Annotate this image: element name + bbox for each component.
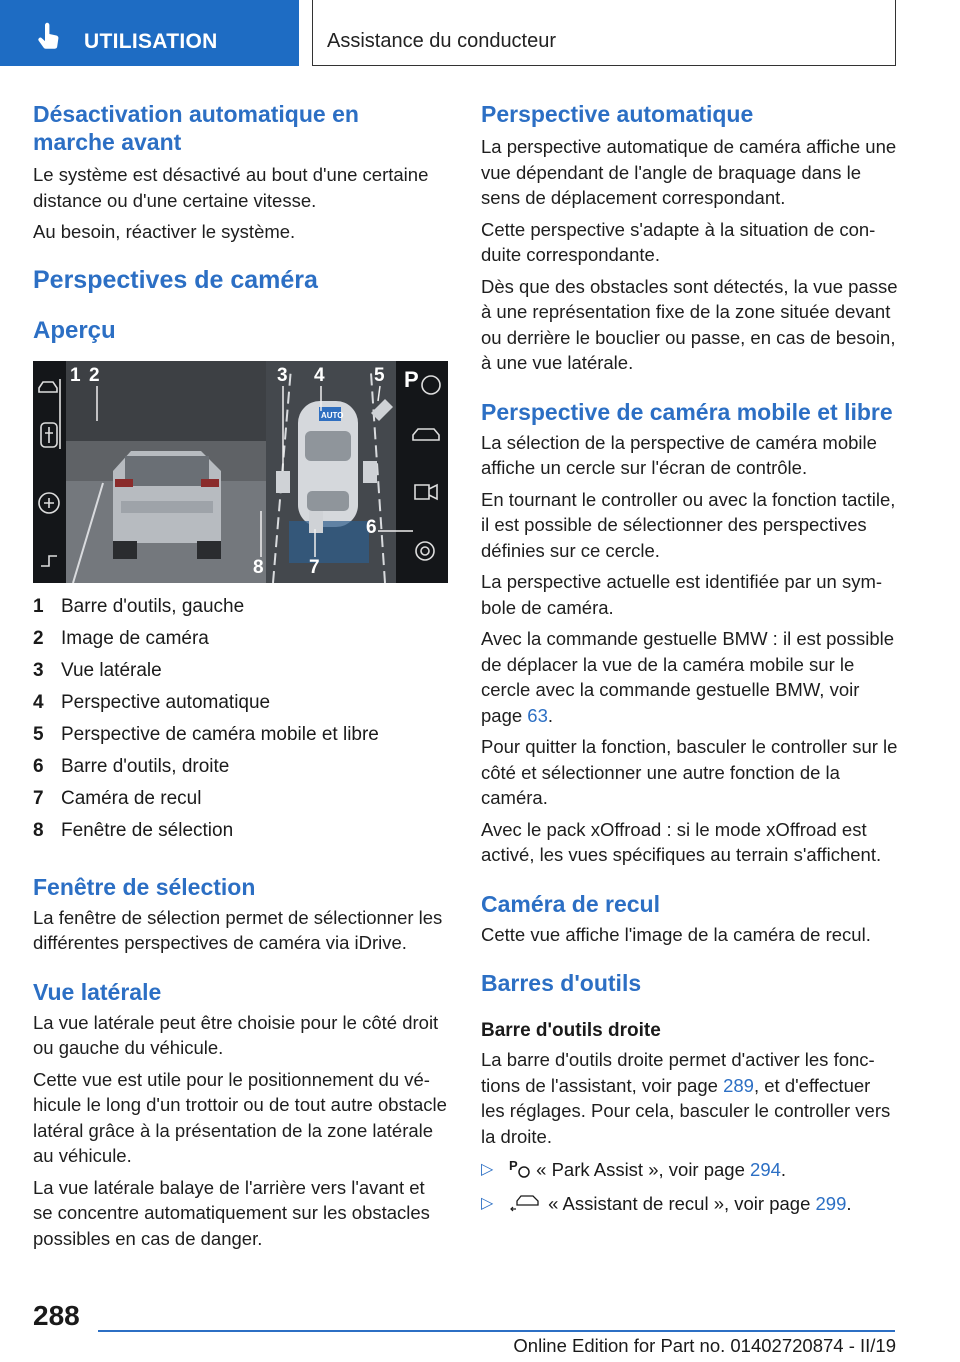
heading-barres-outils: Barres d'outils bbox=[481, 970, 642, 996]
para-vue-2: Cette vue est utile pour le positionnement du véhicule le long d'un trottoir ou de tout autre obstacle latéral grâce à la présentation de la zone latérale au véhicule. bbox=[33, 1068, 447, 1166]
para-auto-1: La perspective automatique de caméra affiche une vue dépendant de l'angle de braquage dans le sens de déplacement correspondant. bbox=[481, 136, 897, 208]
right-column bbox=[481, 100, 899, 1216]
callout-7: 7 bbox=[309, 556, 320, 578]
legend-item: 1 Barre d'outils, gauche bbox=[33, 595, 245, 617]
chapter-header bbox=[312, 0, 896, 66]
para-recul: Cette vue affiche l'image de la caméra de recul. bbox=[481, 923, 871, 945]
para-auto-2: Cette perspective s'adapte à la situation de conduite correspondante. bbox=[481, 218, 876, 265]
legend-item: 7 Caméra de recul bbox=[33, 787, 202, 809]
heading-perspective-auto: Perspective automatique bbox=[481, 101, 754, 127]
heading-vue-laterale: Vue latérale bbox=[33, 978, 162, 1005]
hand-pointer-icon bbox=[34, 22, 64, 52]
para-vue-3: La vue latérale balaye de l'arrière vers l'avant et se concentre automatiquement sur les obstacles possibles en cas de danger. bbox=[33, 1176, 430, 1249]
triangle-bullet-icon: ▷ bbox=[481, 1161, 494, 1178]
figure-legend bbox=[33, 591, 448, 847]
section-tab-label: UTILISATION bbox=[84, 30, 218, 53]
bullet-park-assist: ▷ P « Park Assist », voir page 294. bbox=[481, 1157, 899, 1183]
para-desactivation: Le système est désactivé au bout d'une certaine distance ou d'une certaine vitesse. bbox=[33, 164, 429, 211]
reverse-assistant-icon bbox=[509, 1191, 543, 1213]
para-mobile-2: En tournant le controller ou avec la fonction tactile, il est possible de sélectionner des perspectives définies sur ce cercle. bbox=[481, 488, 896, 561]
footer-divider bbox=[98, 1330, 895, 1332]
para-mobile-3: La perspective actuelle est identifiée par un symbole de caméra. bbox=[481, 571, 883, 618]
heading-perspectives: Perspectives de caméra bbox=[33, 265, 318, 294]
para-barre-droite: La barre d'outils droite permet d'activer les fonctions de l'assistant, voir page 289, et d'effectuer les réglages. Pour cela, basculer le controller vers la droite. bbox=[481, 1049, 891, 1147]
para-mobile-4: Avec la commande gestuelle BMW : il est possible de déplacer la vue de la caméra mobile sur le cercle avec la commande gestuelle BMW, voir page 63. bbox=[481, 628, 895, 726]
park-assist-icon bbox=[509, 1157, 531, 1179]
svg-text:P: P bbox=[509, 1158, 518, 1173]
page-link-294[interactable]: 294 bbox=[750, 1159, 781, 1180]
legend-item: 6 Barre d'outils, droite bbox=[33, 755, 230, 777]
legend-item: 3 Vue latérale bbox=[33, 659, 162, 681]
page-link-63[interactable]: 63 bbox=[527, 704, 548, 726]
para-auto-3: Dès que des obstacles sont détectés, la vue passe à une représentation fixe de la zone située devant ou derrière le bouclier ou passe, en cas de besoin, à une vue latérale. bbox=[481, 275, 898, 373]
callout-8: 8 bbox=[253, 556, 264, 578]
legend-item: 5 Perspective de caméra mobile et libre bbox=[33, 723, 379, 745]
triangle-bullet-icon: ▷ bbox=[481, 1194, 494, 1212]
para-vue-1: La vue latérale peut être choisie pour le côté droit ou gauche du véhicule. bbox=[33, 1011, 439, 1058]
section-tab[interactable] bbox=[0, 0, 299, 66]
para-mobile-5: Pour quitter la fonction, basculer le controller sur le côté et sélectionner une autre fonction de la caméra. bbox=[481, 736, 898, 808]
edition-note: Online Edition for Part no. 01402720874 - II/19 bbox=[513, 1335, 896, 1356]
legend-item: 8 Fenêtre de sélection bbox=[33, 819, 234, 841]
legend-item: 4 Perspective automatique bbox=[33, 691, 271, 713]
bullet-assistant-recul: ▷ « Assistant de recul », voir page 299. bbox=[481, 1191, 899, 1217]
heading-barre-droite: Barre d'outils droite bbox=[481, 1020, 661, 1041]
callout-6: 6 bbox=[366, 516, 377, 538]
callout-3: 3 bbox=[277, 364, 288, 386]
heading-camera-recul: Caméra de recul bbox=[481, 890, 660, 917]
callout-5: 5 bbox=[374, 364, 385, 386]
chapter-title: Assistance du conducteur bbox=[327, 30, 557, 52]
page-number: 288 bbox=[33, 1300, 80, 1331]
camera-overview-figure bbox=[33, 361, 448, 583]
para-mobile-6: Avec le pack xOffroad : si le mode xOffroad est activé, les vues spécifiques au terrain s'affichent. bbox=[481, 818, 882, 865]
heading-desactivation: Désactivation automatique en marche avant bbox=[33, 101, 359, 155]
legend-item: 2 Image de caméra bbox=[33, 627, 209, 649]
left-column bbox=[33, 100, 448, 1251]
auto-badge: AUTO bbox=[321, 410, 344, 420]
callout-1: 1 bbox=[70, 364, 81, 386]
park-symbol: P bbox=[404, 366, 419, 392]
callout-4: 4 bbox=[314, 364, 325, 386]
para-fenetre: La fenêtre de sélection permet de sélectionner les différentes perspectives de caméra via iDrive. bbox=[33, 906, 443, 953]
page-link-299[interactable]: 299 bbox=[815, 1192, 847, 1214]
para-mobile-1: La sélection de la perspective de caméra mobile affiche un cercle sur l'écran de contrôle. bbox=[481, 431, 877, 478]
heading-fenetre: Fenêtre de sélection bbox=[33, 873, 256, 900]
callout-2: 2 bbox=[89, 364, 100, 386]
para-reactiver: Au besoin, réactiver le système. bbox=[33, 221, 296, 242]
page-link-289[interactable]: 289 bbox=[723, 1074, 754, 1096]
heading-camera-mobile: Perspective de caméra mobile et libre bbox=[481, 398, 893, 425]
heading-apercu: Aperçu bbox=[33, 316, 116, 344]
rear-car-image bbox=[113, 451, 221, 559]
